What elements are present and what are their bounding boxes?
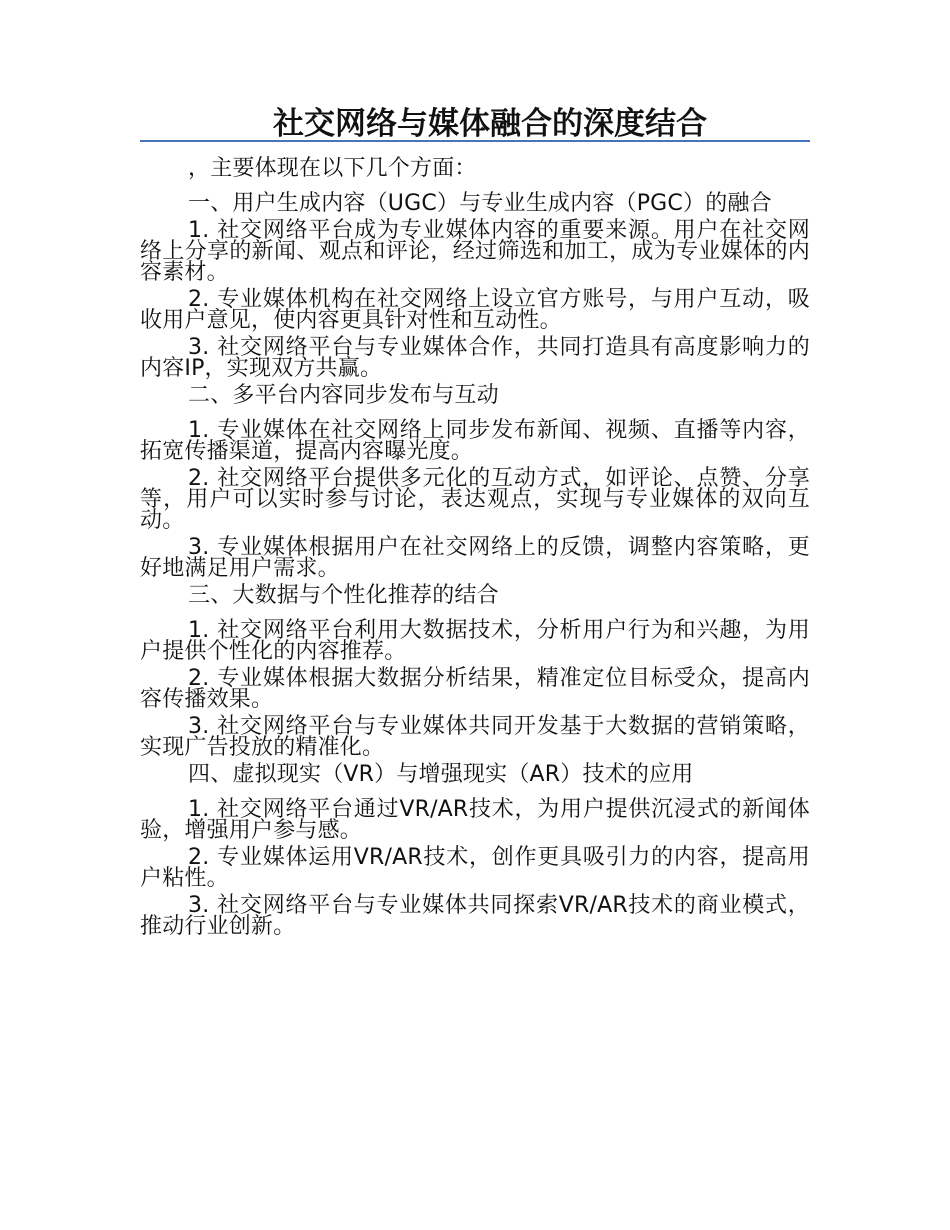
section-3-item-1: 1. 社交网络平台利用大数据技术，分析用户行为和兴趣，为用户提供个性化的内容推荐。 xyxy=(140,618,810,664)
section-2-item-2: 2. 社交网络平台提供多元化的互动方式，如评论、点赞、分享等，用户可以实时参与讨论，表达观点，实现与专业媒体的双向互动。 xyxy=(140,466,810,533)
section-heading-4: 四、虚拟现实（VR）与增强现实（AR）技术的应用 xyxy=(188,762,694,787)
section-1-item-3: 3. 社交网络平台与专业媒体合作，共同打造具有高度影响力的内容IP，实现双方共赢。 xyxy=(140,335,810,381)
section-3-item-3: 3. 社交网络平台与专业媒体共同开发基于大数据的营销策略，实现广告投放的精准化。 xyxy=(140,714,810,760)
section-heading-2: 二、多平台内容同步发布与互动 xyxy=(188,383,499,408)
section-1-item-1: 1. 社交网络平台成为专业媒体内容的重要来源。用户在社交网络上分享的新闻、观点和评论，经过筛选和加工，成为专业媒体的内容素材。 xyxy=(140,218,810,285)
section-heading-1: 一、用户生成内容（UGC）与专业生成内容（PGC）的融合 xyxy=(188,191,772,216)
section-3-item-2: 2. 专业媒体根据大数据分析结果，精准定位目标受众，提高内容传播效果。 xyxy=(140,666,810,712)
section-2-item-3: 3. 专业媒体根据用户在社交网络上的反馈，调整内容策略，更好地满足用户需求。 xyxy=(140,535,810,581)
intro-paragraph: ，主要体现在以下几个方面： xyxy=(188,156,477,181)
section-4-item-1: 1. 社交网络平台通过VR/AR技术，为用户提供沉浸式的新闻体验，增强用户参与感。 xyxy=(140,797,810,843)
section-4-item-2: 2. 专业媒体运用VR/AR技术，创作更具吸引力的内容，提高用户粘性。 xyxy=(140,845,810,891)
document-title: 社交网络与媒体融合的深度结合 xyxy=(273,106,707,142)
title-underline xyxy=(140,140,810,142)
section-1-item-2: 2. 专业媒体机构在社交网络上设立官方账号，与用户互动，吸收用户意见，使内容更具针对性和互动性。 xyxy=(140,287,810,333)
section-2-item-1: 1. 专业媒体在社交网络上同步发布新闻、视频、直播等内容，拓宽传播渠道，提高内容曝光度。 xyxy=(140,418,810,464)
section-heading-3: 三、大数据与个性化推荐的结合 xyxy=(188,583,499,608)
document-body xyxy=(140,158,810,943)
section-4-item-3: 3. 社交网络平台与专业媒体共同探索VR/AR技术的商业模式，推动行业创新。 xyxy=(140,893,810,939)
